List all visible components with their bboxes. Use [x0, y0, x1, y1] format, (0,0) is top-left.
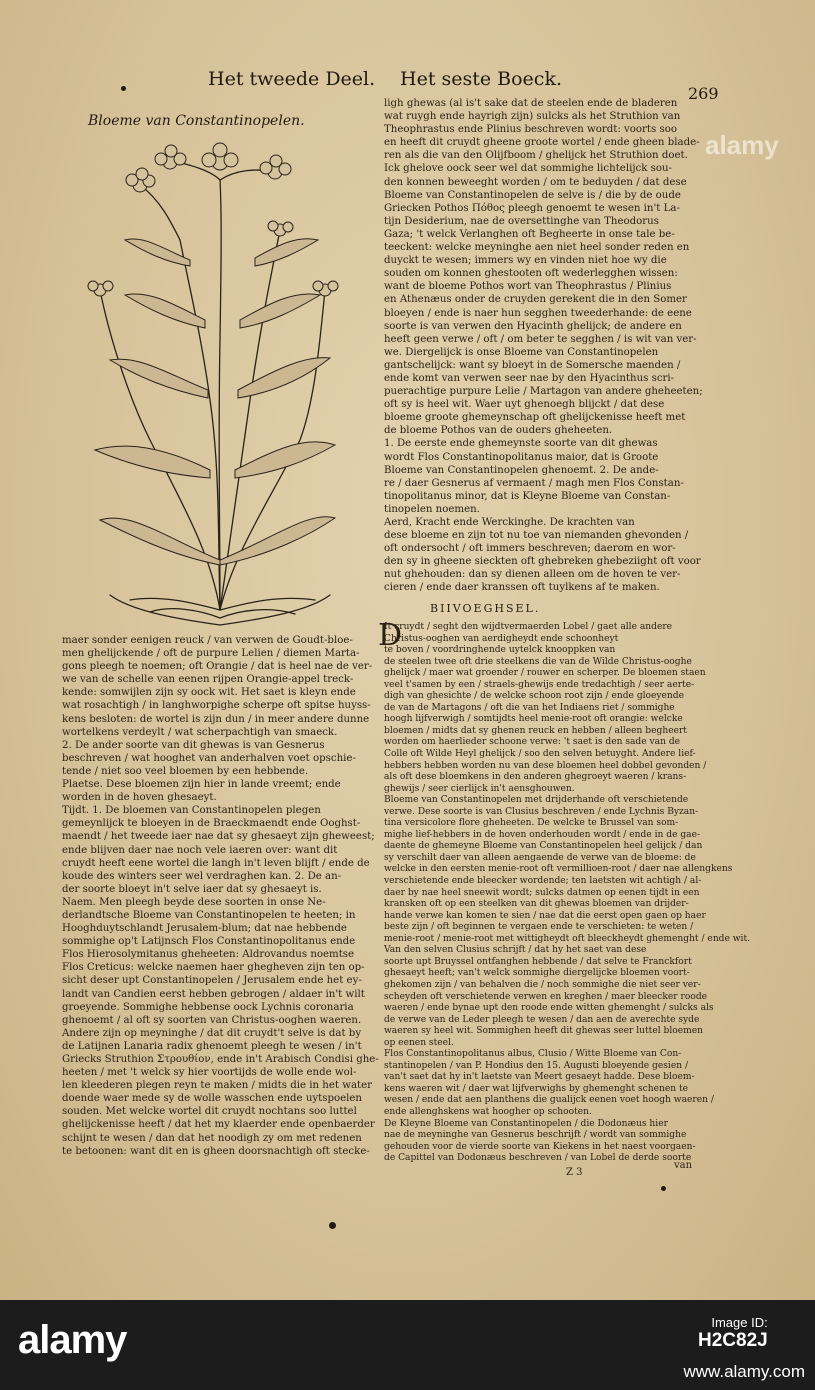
text-line: Ick ghelove oock seer wel dat sommighe lichtelijck sou- — [384, 163, 672, 175]
text-line: tinopelen noemen. — [384, 503, 480, 515]
text-line: duyckt te wesen; immers wy en vinden niet hoe wy die — [384, 255, 667, 267]
text-line: wesen / ende dat aen planthens die gualijck eenen voet hoogh waeren / — [384, 1095, 714, 1106]
text-line: waeren / ende bynae upt den roode ende witten ghemenght / sulcks als — [384, 1003, 714, 1014]
text-line: souden. Met welcke wortel dit cruydt nochtans soo luttel — [62, 1106, 357, 1118]
text-line: kens waeren wit / daer wat lijfverwighs by ghemenght schenen te — [384, 1083, 688, 1094]
text-line: op eenen steel. — [384, 1037, 454, 1048]
text-line: oft sy is heel wit. Waer uyt ghenoegh blijckt / dat dese — [384, 399, 665, 411]
text-line: gantschelijck: want sy bloeyt in de Somersche maenden / — [384, 359, 681, 371]
text-line: derlandtsche Bloeme van Constantinopelen te heeten; in — [62, 909, 356, 921]
text-line: oft ondersocht / oft immers beschreven; daerom en wor- — [384, 543, 676, 555]
left-text-column — [62, 634, 379, 1160]
text-line: men ghelijckende / oft de purpure Lelien / diemen Marta- — [62, 648, 360, 660]
text-line: worden om haerlieder schoone verwe: 't saet is den sade van de — [384, 737, 681, 748]
text-line: Plaetse. Dese bloemen zijn hier in lande vreemt; ende — [62, 779, 341, 791]
text-line: verwe. Dese soorte is van Clusius beschreven / ende Lychnis Byzan- — [384, 806, 699, 817]
figure-caption: Bloeme van Constantinopelen. — [88, 113, 305, 129]
page-number: 269 — [688, 84, 719, 103]
text-line: wortelkens verdeylt / wat scherpachtigh van smaeck. — [62, 726, 338, 738]
left-running-head: Het tweede Deel. — [208, 68, 376, 90]
text-line: sy verschilt daer van alleen aengaende de verwe van de bloeme: de — [384, 852, 696, 863]
text-line: tina versicolore flore gheheeten. De welcke te Brussel van som- — [384, 818, 679, 829]
text-line: gemeynlijck te bloeyen in de Braeckmaendt ende Ooghst- — [62, 818, 361, 830]
text-line: Andere zijn op meyninghe / dat dit cruydt't selve is dat by — [62, 1027, 362, 1039]
text-line: hebbers hebben worden nu van dese bloemen heel dobbel gevonden / — [384, 760, 707, 771]
text-line: beste zijn / oft beginnen te vergaen ende te verschieten: te weten / — [384, 922, 694, 933]
text-line: tende / niet soo veel bloemen by een hebbende. — [62, 765, 309, 777]
text-line: landt van Candien eerst hebben gebrogen / aldaer in't wilt — [62, 988, 365, 1000]
text-line: Naem. Men pleegh beyde dese soorten in onse Ne- — [62, 896, 326, 908]
text-line: re / daer Gesnerus af vermaent / magh men Flos Constan- — [384, 477, 684, 489]
text-line: cruydt heeft eene wortel die langh in't leven blijft / ende de — [62, 857, 370, 869]
text-line: gons pleegh te noemen; oft Orangie / dat is heel nae de ver- — [62, 661, 373, 673]
text-line: Flos Constantinopolitanus albus, Clusio / Witte Bloeme van Con- — [384, 1049, 682, 1060]
text-line: Flos Creticus: welcke naemen haer ghegheven zijn ten op- — [62, 962, 365, 974]
page-ornament-bottom — [329, 1222, 336, 1229]
text-line: ende allenghskens wat hoogher op schooten. — [384, 1106, 592, 1117]
text-line: heeft geen verwe / oft / om beter te segghen / is wit van ver- — [384, 333, 697, 345]
text-line: Hooghduytschlandt Jerusalem-blum; dat nae hebbende — [62, 923, 347, 935]
image-id-value: H2C82J — [698, 1330, 768, 1351]
right-running-head: Het seste Boeck. — [400, 68, 562, 90]
text-line: den konnen beweeght worden / om te beduyden / dat dese — [384, 176, 687, 188]
text-line: Bloeme van Constantinopelen met drijderhande oft verschietende — [384, 795, 689, 806]
text-line: Theophrastus ende Plinius beschreven wordt: voorts soo — [384, 124, 677, 136]
text-line: Aerd, Kracht ende Werckinghe. De krachten van — [384, 517, 635, 528]
text-line: wat ruygh ende hayrigh zijn) sulcks als het Struthion van — [384, 111, 681, 123]
text-line: dese bloeme en zijn tot nu toe van niemanden ghevonden / — [384, 530, 689, 542]
text-line: gehouden voor de vierde soorte van Kiekens in het naest voorgaen- — [384, 1141, 696, 1152]
text-line: koude des winters seer wel verdraghen kan. 2. De an- — [62, 870, 342, 882]
text-line: bloeyen / ende is naer hun segghen tweederhande: de eene — [384, 307, 692, 319]
stock-photo-banner — [0, 1300, 815, 1390]
text-line: nut ghehouden: dan sy dienen alleen om de hoven te ver- — [384, 569, 681, 581]
text-line: ende blijven daer nae noch vele iaeren over: want dit — [62, 844, 338, 856]
text-line: puerachtige purpure Lelie / Martagon van andere gheheeten; — [384, 386, 703, 398]
text-line: Gaza; 't welck Verlanghen oft Begheerte in onse tale be- — [384, 228, 675, 240]
catchword: van — [674, 1160, 693, 1171]
text-line: worden in de hoven ghesaeyt. — [62, 792, 217, 804]
image-id-caption: Image ID: — [711, 1315, 768, 1330]
text-line: ghekomen zijn / van behalven die / noch sommighe die niet seer ver- — [384, 979, 701, 990]
text-line: menie-root / menie-root met wittigheydt oft bleeckheydt ghemenght / ende wit. — [384, 933, 751, 944]
text-line: groeyende. Sommighe hebbense oock Lychnis coronaria — [62, 1001, 354, 1013]
text-line: heeten / met 't welck sy hier voortijds de wolle ende wol- — [62, 1067, 357, 1079]
text-line: we. Diergelijck is onse Bloeme van Constantinopelen — [384, 346, 659, 358]
text-line: verschietende ende bleecker wordende; ten laetsten wit achtigh / al- — [384, 876, 702, 887]
text-line: 1. De eerste ende ghemeynste soorte van dit ghewas — [384, 438, 658, 450]
text-line: we van de schelle van eenen rijpen Orangie-appel treck- — [62, 674, 354, 686]
text-line: digh van ghesichte / de welcke schoon root zijn / ende gloeyende — [384, 691, 684, 702]
section-heading: BIIVOEGHSEL. — [430, 602, 541, 615]
text-line: mighe lief-hebbers in de hoven onderhouden wordt / ende in de gae- — [384, 829, 701, 840]
text-line: stantinopelen / van P. Hondius den 15. Augusti bloeyende gesien / — [384, 1060, 689, 1071]
text-line: maendt / het tweede iaer nae dat sy ghesaeyt zijn gheweest; — [62, 831, 375, 843]
text-line: Christus-ooghen van aerdigheydt ende schoonheyt — [384, 633, 619, 644]
text-line: cieren / ende daer kranssen oft tuylkens af te maken. — [384, 582, 660, 594]
text-line: Bloeme van Constantinopelen de selve is / die by de oude — [384, 189, 681, 201]
text-line: tinopolitanus minor, dat is Kleyne Bloeme van Constan- — [384, 490, 671, 502]
text-line: souden om konnen ghestooten oft wederlegghen wissen: — [384, 268, 678, 280]
text-line: Griecks Struthion Στρουθίον, ende in't Arabisch Condisi ghe- — [62, 1054, 379, 1065]
text-line: maer sonder eenigen reuck / van verwen de Goudt-bloe- — [62, 635, 353, 646]
alamy-url: www.alamy.com — [683, 1362, 805, 1381]
text-line: waeren sy heel wit. Sommighen heeft dit ghewas seer luttel bloemen — [384, 1026, 703, 1037]
text-line: schijnt te wesen / dan dat het noodigh zy om met redenen — [62, 1132, 362, 1144]
text-line: kende: somwijlen zijn sy oock wit. Het saet is kleyn ende — [62, 687, 356, 699]
signature-mark: Z 3 — [566, 1167, 583, 1178]
text-line: de bloeme Pothos van de ouders gheheeten. — [384, 425, 613, 437]
text-line: en heeft dit cruydt gheene groote wortel / ende gheen blade- — [384, 137, 700, 149]
head-ornament-left — [121, 86, 126, 91]
text-line: sommighe op't Latijnsch Flos Constantinopolitanus ende — [62, 936, 356, 948]
text-line: daente de ghemeyne Bloeme van Constantinopelen heel gelijck / dan — [384, 841, 703, 852]
text-line: ghelijckenisse heeft / dat het my klaerder ende openbaerder — [62, 1119, 375, 1131]
text-line: te betoonen: want dit en is gheen doorsnachtigh oft stecke- — [62, 1145, 370, 1157]
text-line: van't saet dat hy in't laetste van Meert gesaeyt hadde. Dese bloem- — [384, 1072, 695, 1083]
text-line: beschreven / wat hooghet van anderhalven voet opschie- — [62, 752, 356, 764]
text-line: sicht deser upt Constantinopelen / Jerusalem ende het ey- — [62, 975, 362, 987]
text-line: Griecken Pothos Πόθος pleegh genoemt te wesen in't La- — [384, 202, 680, 214]
text-line: ghenoemt / al oft sy soorten van Christus-ooghen waeren. — [62, 1014, 362, 1026]
text-line: wordt Flos Constantinopolitanus maior, dat is Groote — [384, 451, 659, 463]
text-line: Van den selven Clusius schrijft / dat hy het saet van dese — [384, 945, 647, 956]
text-line: soorte upt Bruyssel ontfanghen hebbende / dat selve te Franckfort — [384, 956, 692, 967]
text-line: veel t'samen by een / straels-ghewijs ende tredachtigh / seer aerte- — [384, 679, 695, 690]
text-line: 2. De ander soorte van dit ghewas is van Gesnerus — [62, 739, 325, 751]
text-line: te boven / voordringhende uytelck knooppken van — [384, 645, 616, 656]
text-line: Tijdt. 1. De bloemen van Constantinopelen plegen — [62, 805, 321, 817]
text-line: tijn Desiderium, nae de oversettinghe van Theodorus — [384, 215, 659, 227]
text-line: ghewijs / seer cierlijck in't aensghouwen. — [384, 783, 575, 794]
right-text-column-top — [384, 97, 703, 597]
alamy-logo: alamy — [18, 1318, 127, 1362]
text-line: welcke in den eersten menie-root oft vermillioen-root / daer nae allengkens — [384, 864, 733, 875]
text-line: de van de Martagons / oft die van het Indiaens riet / sommighe — [384, 702, 675, 713]
text-line: ghelijck / maer wat groender / rouwer en scherper. De bloemen staen — [384, 668, 706, 679]
text-line: de Capittel van Dodonæus beschreven / van Lobel de derde soorte — [384, 1153, 692, 1164]
text-line: wat rosachtigh / in langhworpighe scherpe oft spitse huyss- — [62, 700, 371, 712]
text-line: doende waer mede sy de wolle wasschen ende uytspoelen — [62, 1093, 362, 1105]
text-line: ghesaeyt heeft; van't welck sommighe diergelijcke bloemen voort- — [384, 968, 690, 979]
text-line: ligh ghewas (al is't sake dat de steelen ende de bladeren — [384, 98, 678, 109]
right-text-column-bottom — [384, 622, 751, 1170]
text-line: nae de meyninghe van Gesnerus beschrijft / wordt van sommighe — [384, 1130, 687, 1141]
text-line: soorte is van verwen den Hyacinth ghelijck; de andere en — [384, 320, 682, 332]
text-line: ren als die van den Olijfboom / ghelijck het Struthion doet. — [384, 150, 688, 162]
text-line: daer by nae heel sneewit wordt; sulcks datmen op eenen tijdt in een — [384, 887, 700, 898]
text-line: teeckent: welcke meyninghe aen niet heel sonder reden en — [384, 242, 690, 254]
watermark-overlay: alamy — [705, 130, 779, 160]
text-line: len kleederen plegen reyn te maken / midts die in het water — [62, 1080, 373, 1092]
text-line: de verwe van de Leder pleegh te wesen / dan aen de averechte syde — [384, 1014, 700, 1025]
text-line: als oft dese bloemkens in den anderen ghegroeyt waeren / krans- — [384, 772, 687, 783]
text-line: Flos Hierosolymitanus gheheeten: Aldrovandus noemtse — [62, 949, 355, 961]
text-line: De Kleyne Bloeme van Constantinopelen / die Dodonæus hier — [384, 1118, 668, 1129]
text-line: hoogh lijfverwigh / somtijdts heel menie-root oft orangie: welcke — [384, 714, 683, 725]
text-line: bloeme groote ghemeynschap oft ghelijckenisse heeft met — [384, 412, 686, 424]
text-line: de Latijnen Lanaria radix ghenoemt pleegh te wesen / in't — [62, 1040, 362, 1052]
plant-woodcut-illustration — [70, 140, 345, 625]
text-line: Bloeme van Constantinopelen ghenoemt. 2. De ande- — [384, 464, 659, 476]
text-line: de steelen twee oft drie steelkens die van de Wilde Christus-ooghe — [384, 656, 692, 667]
text-line: Colle oft Wilde Heyl ghelijck / soo den selven betuyght. Andere lief- — [384, 749, 696, 760]
page-ornament-right — [661, 1186, 666, 1191]
text-line: bloemen / midts dat sy ghenen reuck en hebben / alleen begheert — [384, 725, 687, 736]
text-line: den sy in gheene sieckten oft ghebreken ghebeziight oft voor — [384, 556, 701, 568]
text-line: want de bloeme Pothos wort van Theophrastus / Plinius — [384, 281, 672, 293]
text-line: kransken oft op een steelken van dit ghewas bloemen van drijder- — [384, 899, 689, 910]
text-line: kens besloten: de wortel is zijn dun / in meer andere dunne — [62, 713, 370, 725]
text-line: scheyden oft verschietende verwen en kreghen / maer bleecker roode — [384, 991, 708, 1002]
text-line: der soorte bloeyt in't selve iaer dat sy ghesaeyt is. — [62, 883, 322, 895]
text-line: hande verwe kan komen te sien / nae dat die eerst open gaen op haer — [384, 910, 706, 921]
text-line: ende komt van verwen seer nae by den Hyacinthus scri- — [384, 372, 675, 384]
drop-capital: D — [378, 618, 403, 653]
text-line: en Athenæus onder de cruyden gerekent die in den Somer — [384, 294, 687, 306]
image-id-label — [698, 1314, 768, 1350]
text-line: It cruydt / seght den wijdtvermaerden Lobel / gaet alle andere — [384, 622, 673, 632]
